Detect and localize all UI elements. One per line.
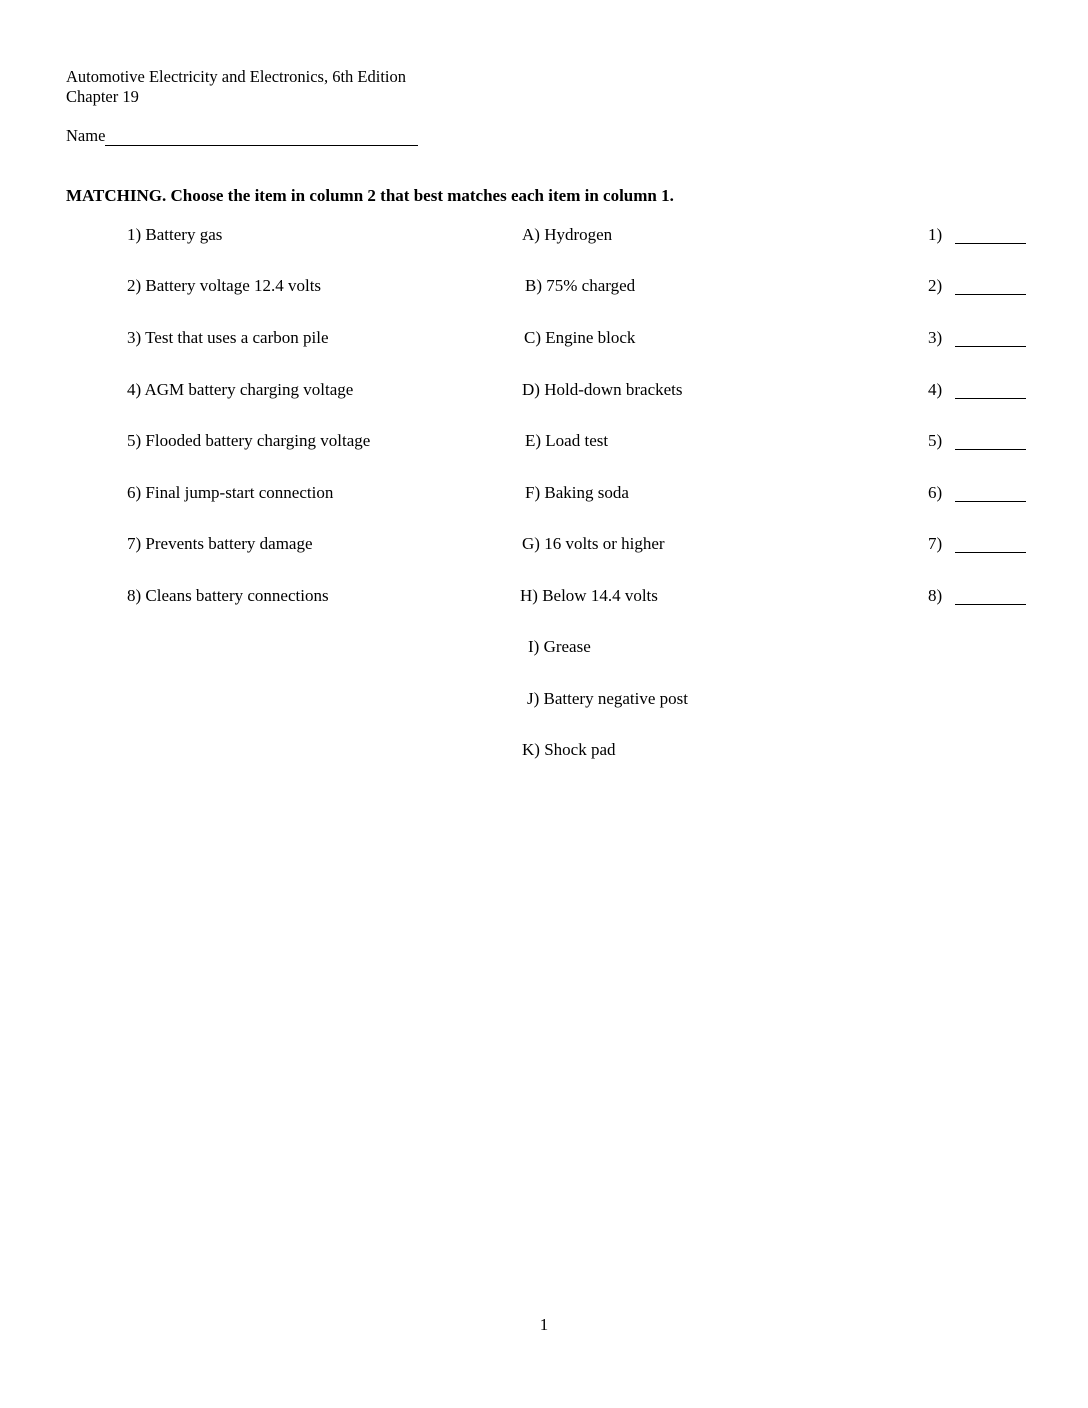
answer-blank-line[interactable] [955,552,1026,553]
page-number: 1 [539,1315,549,1334]
column2-item: C) Engine block [524,328,636,347]
column2-item: G) 16 volts or higher [522,534,665,553]
column1-item: 4) AGM battery charging voltage [127,380,354,399]
answer-number: 4) [928,380,943,399]
column1-item: 1) Battery gas [127,225,223,244]
answer-blank-line[interactable] [955,398,1026,399]
column1-item: 6) Final jump-start connection [127,483,334,502]
chapter-label: Chapter 19 [66,87,139,106]
name-blank-line[interactable] [105,129,418,146]
column2-item: A) Hydrogen [522,225,613,244]
answer-blank-line[interactable] [955,294,1026,295]
column2-item: K) Shock pad [522,740,616,759]
name-label: Name [66,126,106,145]
book-title: Automotive Electricity and Electronics, 6th Edition [66,67,406,86]
column1-item: 8) Cleans battery connections [127,586,329,605]
name-field [66,126,418,146]
answer-number: 5) [928,431,943,450]
answer-number: 6) [928,483,943,502]
answer-blank-line[interactable] [955,604,1026,605]
answer-number: 7) [928,534,943,553]
column1-item: 3) Test that uses a carbon pile [127,328,329,347]
column2-item: J) Battery negative post [527,689,688,708]
column1-item: 7) Prevents battery damage [127,534,313,553]
matching-instructions: MATCHING. Choose the item in column 2 that best matches each item in column 1. [66,186,674,205]
column2-item: D) Hold-down brackets [522,380,683,399]
answer-blank-line[interactable] [955,449,1026,450]
column2-item: H) Below 14.4 volts [520,586,658,605]
answer-blank-line[interactable] [955,501,1026,502]
column1-item: 2) Battery voltage 12.4 volts [127,276,322,295]
answer-blank-line[interactable] [955,243,1026,244]
answer-blank-line[interactable] [955,346,1026,347]
answer-number: 2) [928,276,943,295]
answer-number: 1) [928,225,943,244]
column2-item: I) Grease [528,637,591,656]
column1-item: 5) Flooded battery charging voltage [127,431,371,450]
column2-item: B) 75% charged [525,276,636,295]
answer-number: 3) [928,328,943,347]
column2-item: E) Load test [525,431,609,450]
answer-number: 8) [928,586,943,605]
column2-item: F) Baking soda [525,483,629,502]
